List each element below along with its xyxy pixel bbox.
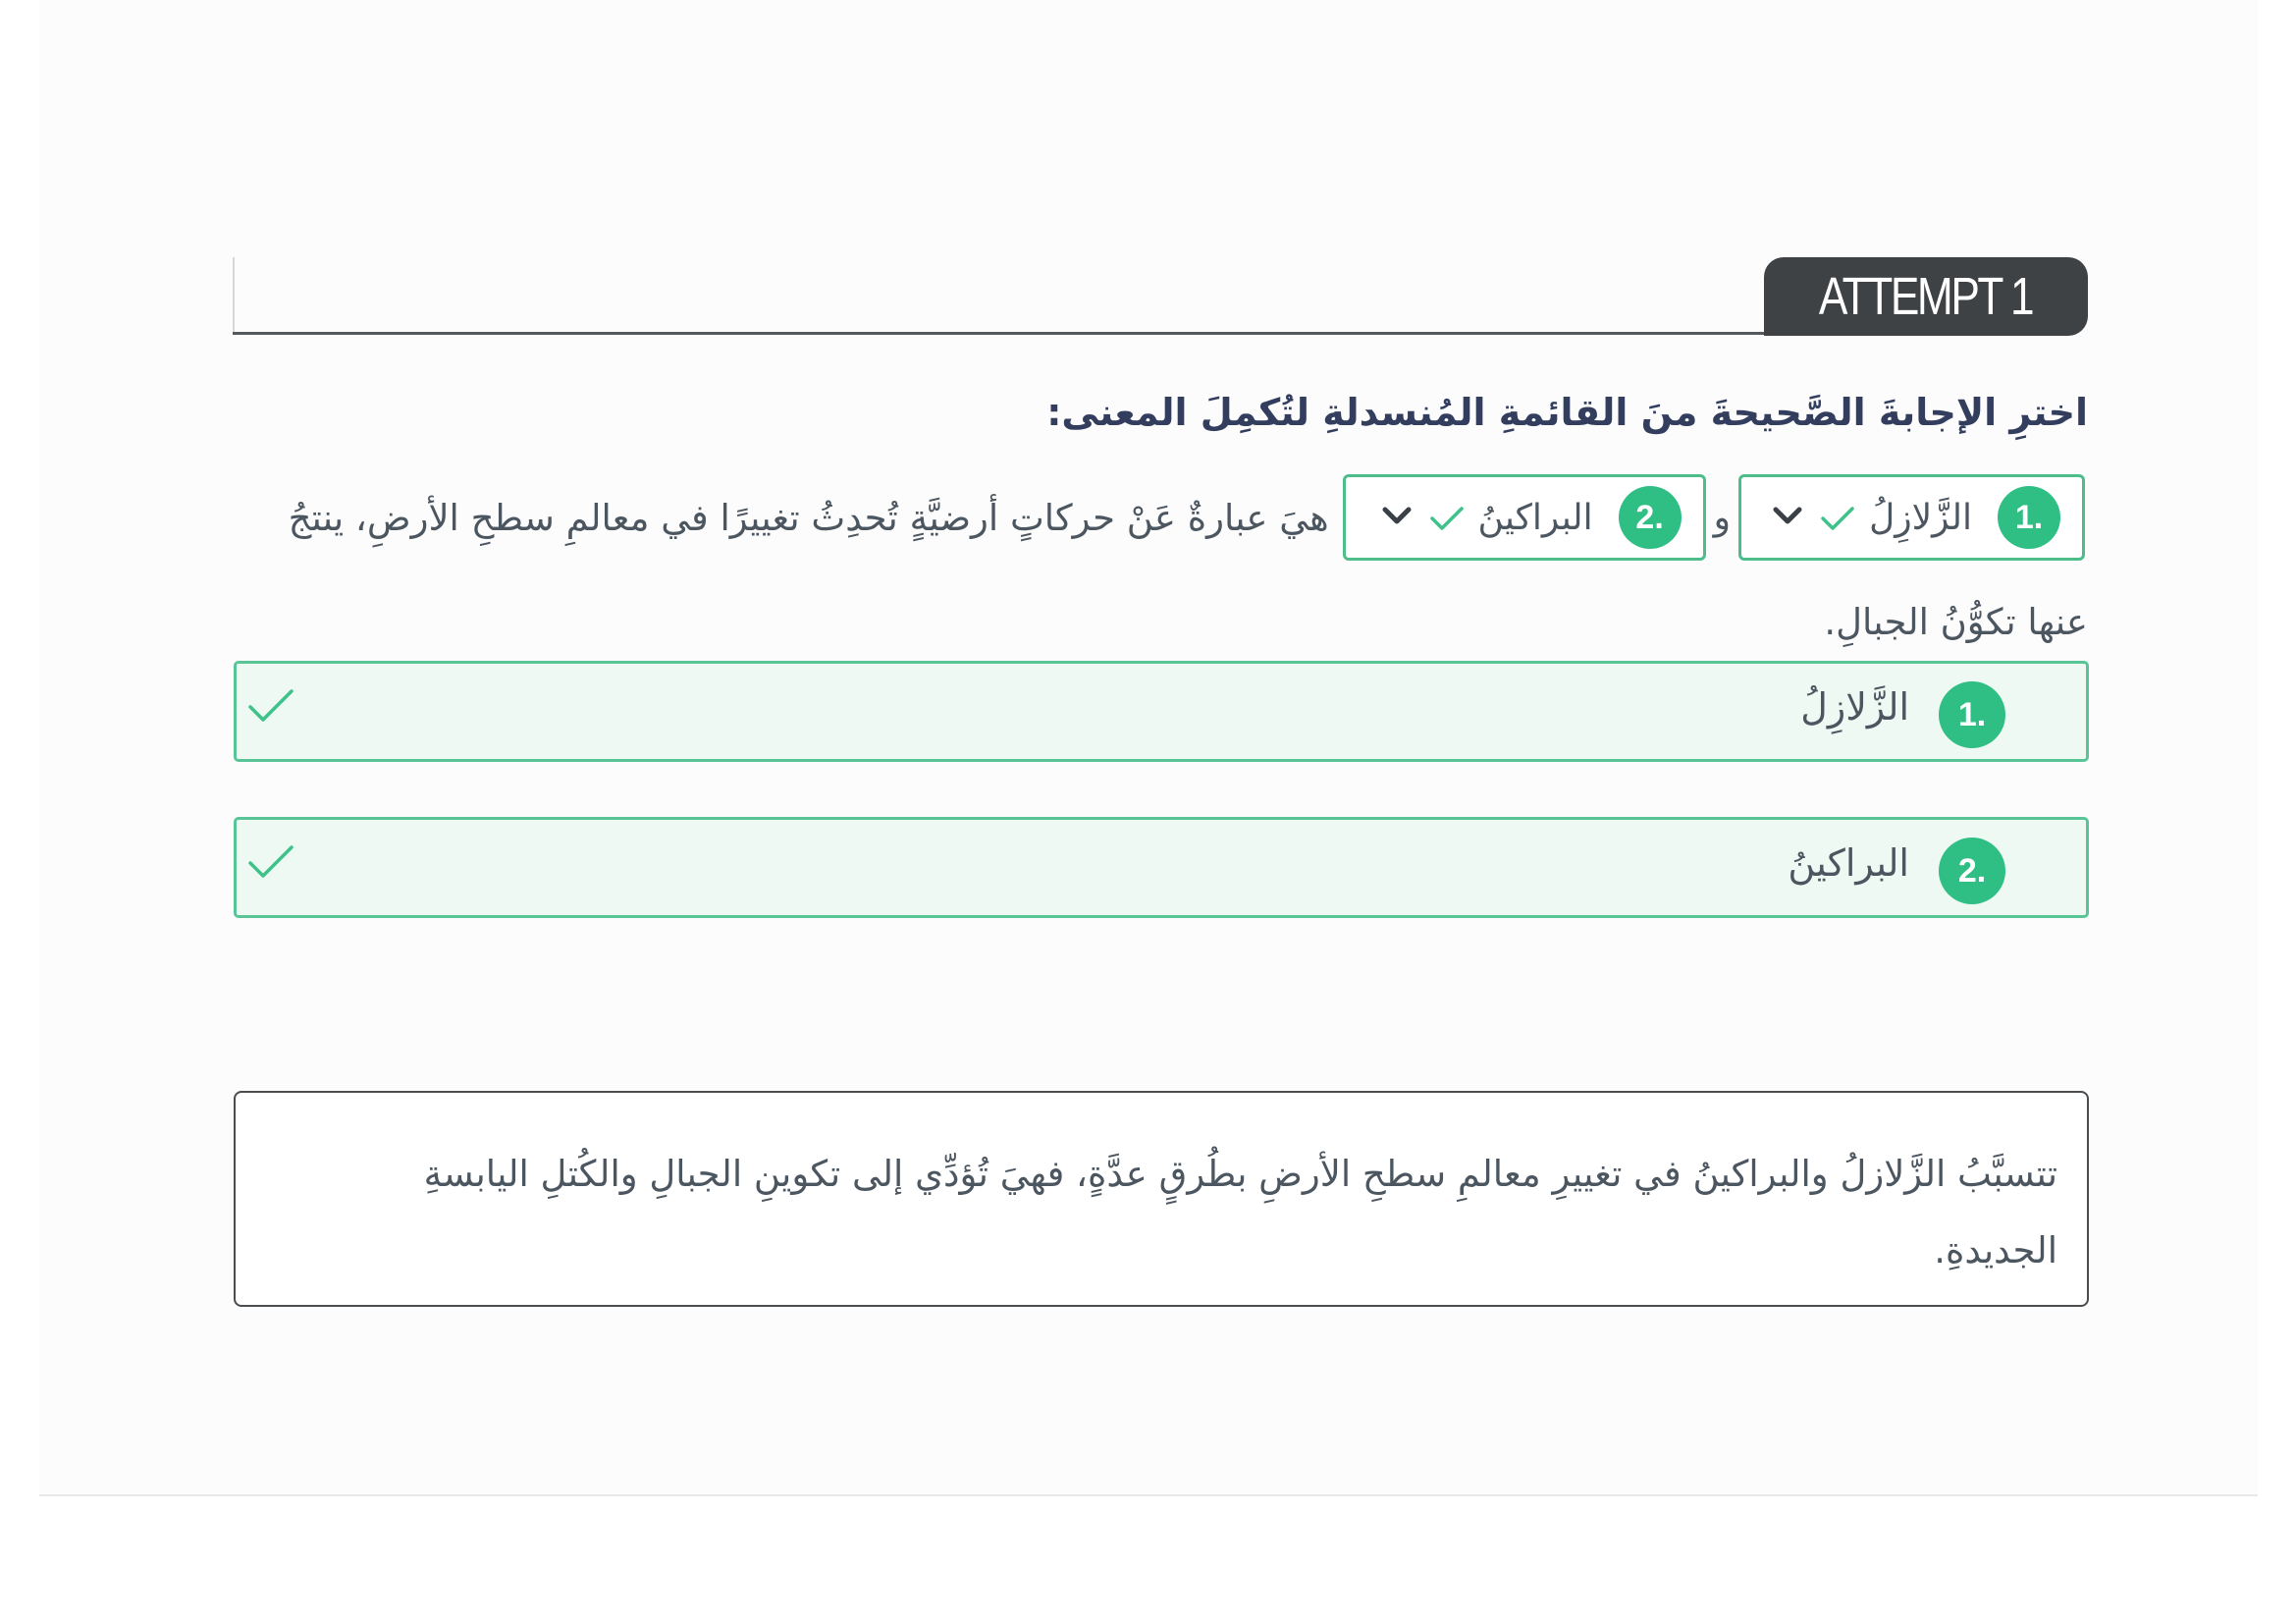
dropdown-1-selected: الزَّلازِلُ	[1869, 497, 1972, 538]
chevron-down-icon[interactable]	[1382, 507, 1412, 530]
question-instruction: اخترِ الإجابةَ الصَّحيحةَ منَ القائمةِ المُنسدلةِ لتُكمِلَ المعنى:	[1046, 391, 2088, 434]
answer-2-label: البراكينُ	[1788, 841, 1909, 885]
header-divider	[233, 332, 1764, 335]
answer-1-label: الزَّلازِلُ	[1800, 685, 1909, 729]
dropdown-1-number: 1.	[1998, 486, 2060, 549]
sentence-tail: هيَ عبارةٌ عَنْ حركاتٍ أرضيَّةٍ تُحدِثُ تغييرًا في معالمِ سطحِ الأرضِ، ينتجُ	[288, 496, 1329, 539]
attempt-label: ATTEMPT 1	[1819, 267, 2033, 326]
question-sentence	[289, 471, 2085, 564]
dropdown-1[interactable]	[1738, 474, 2085, 561]
sentence-continuation: عنها تكوُّنُ الجبالِ.	[1824, 601, 2088, 643]
explanation-text: تتسبَّبُ الزَّلازلُ والبراكينُ في تغييرِ معالمِ سطحِ الأرضِ بطُرقٍ عدَّةٍ، فهيَ تُؤدِّي إلى تكوينِ الجبالِ والكُتلِ اليابسةِ الجديدةِ.	[423, 1153, 2057, 1271]
check-icon	[246, 843, 295, 887]
explanation-box	[234, 1091, 2089, 1307]
dropdown-2-number: 2.	[1619, 486, 1682, 549]
dropdown-2-selected: البراكينُ	[1477, 497, 1593, 538]
dropdown-2[interactable]	[1343, 474, 1706, 561]
header-edge	[233, 257, 235, 334]
chevron-down-icon[interactable]	[1773, 507, 1802, 530]
conjunction-text: و	[1713, 497, 1731, 538]
check-icon	[246, 687, 295, 730]
check-icon	[1820, 505, 1855, 536]
answer-1-number: 1.	[1939, 681, 2005, 748]
attempt-tab	[1764, 257, 2088, 336]
answer-row-2	[234, 817, 2089, 918]
answer-2-number: 2.	[1939, 838, 2005, 904]
check-icon	[1429, 505, 1465, 536]
answer-row-1	[234, 661, 2089, 762]
